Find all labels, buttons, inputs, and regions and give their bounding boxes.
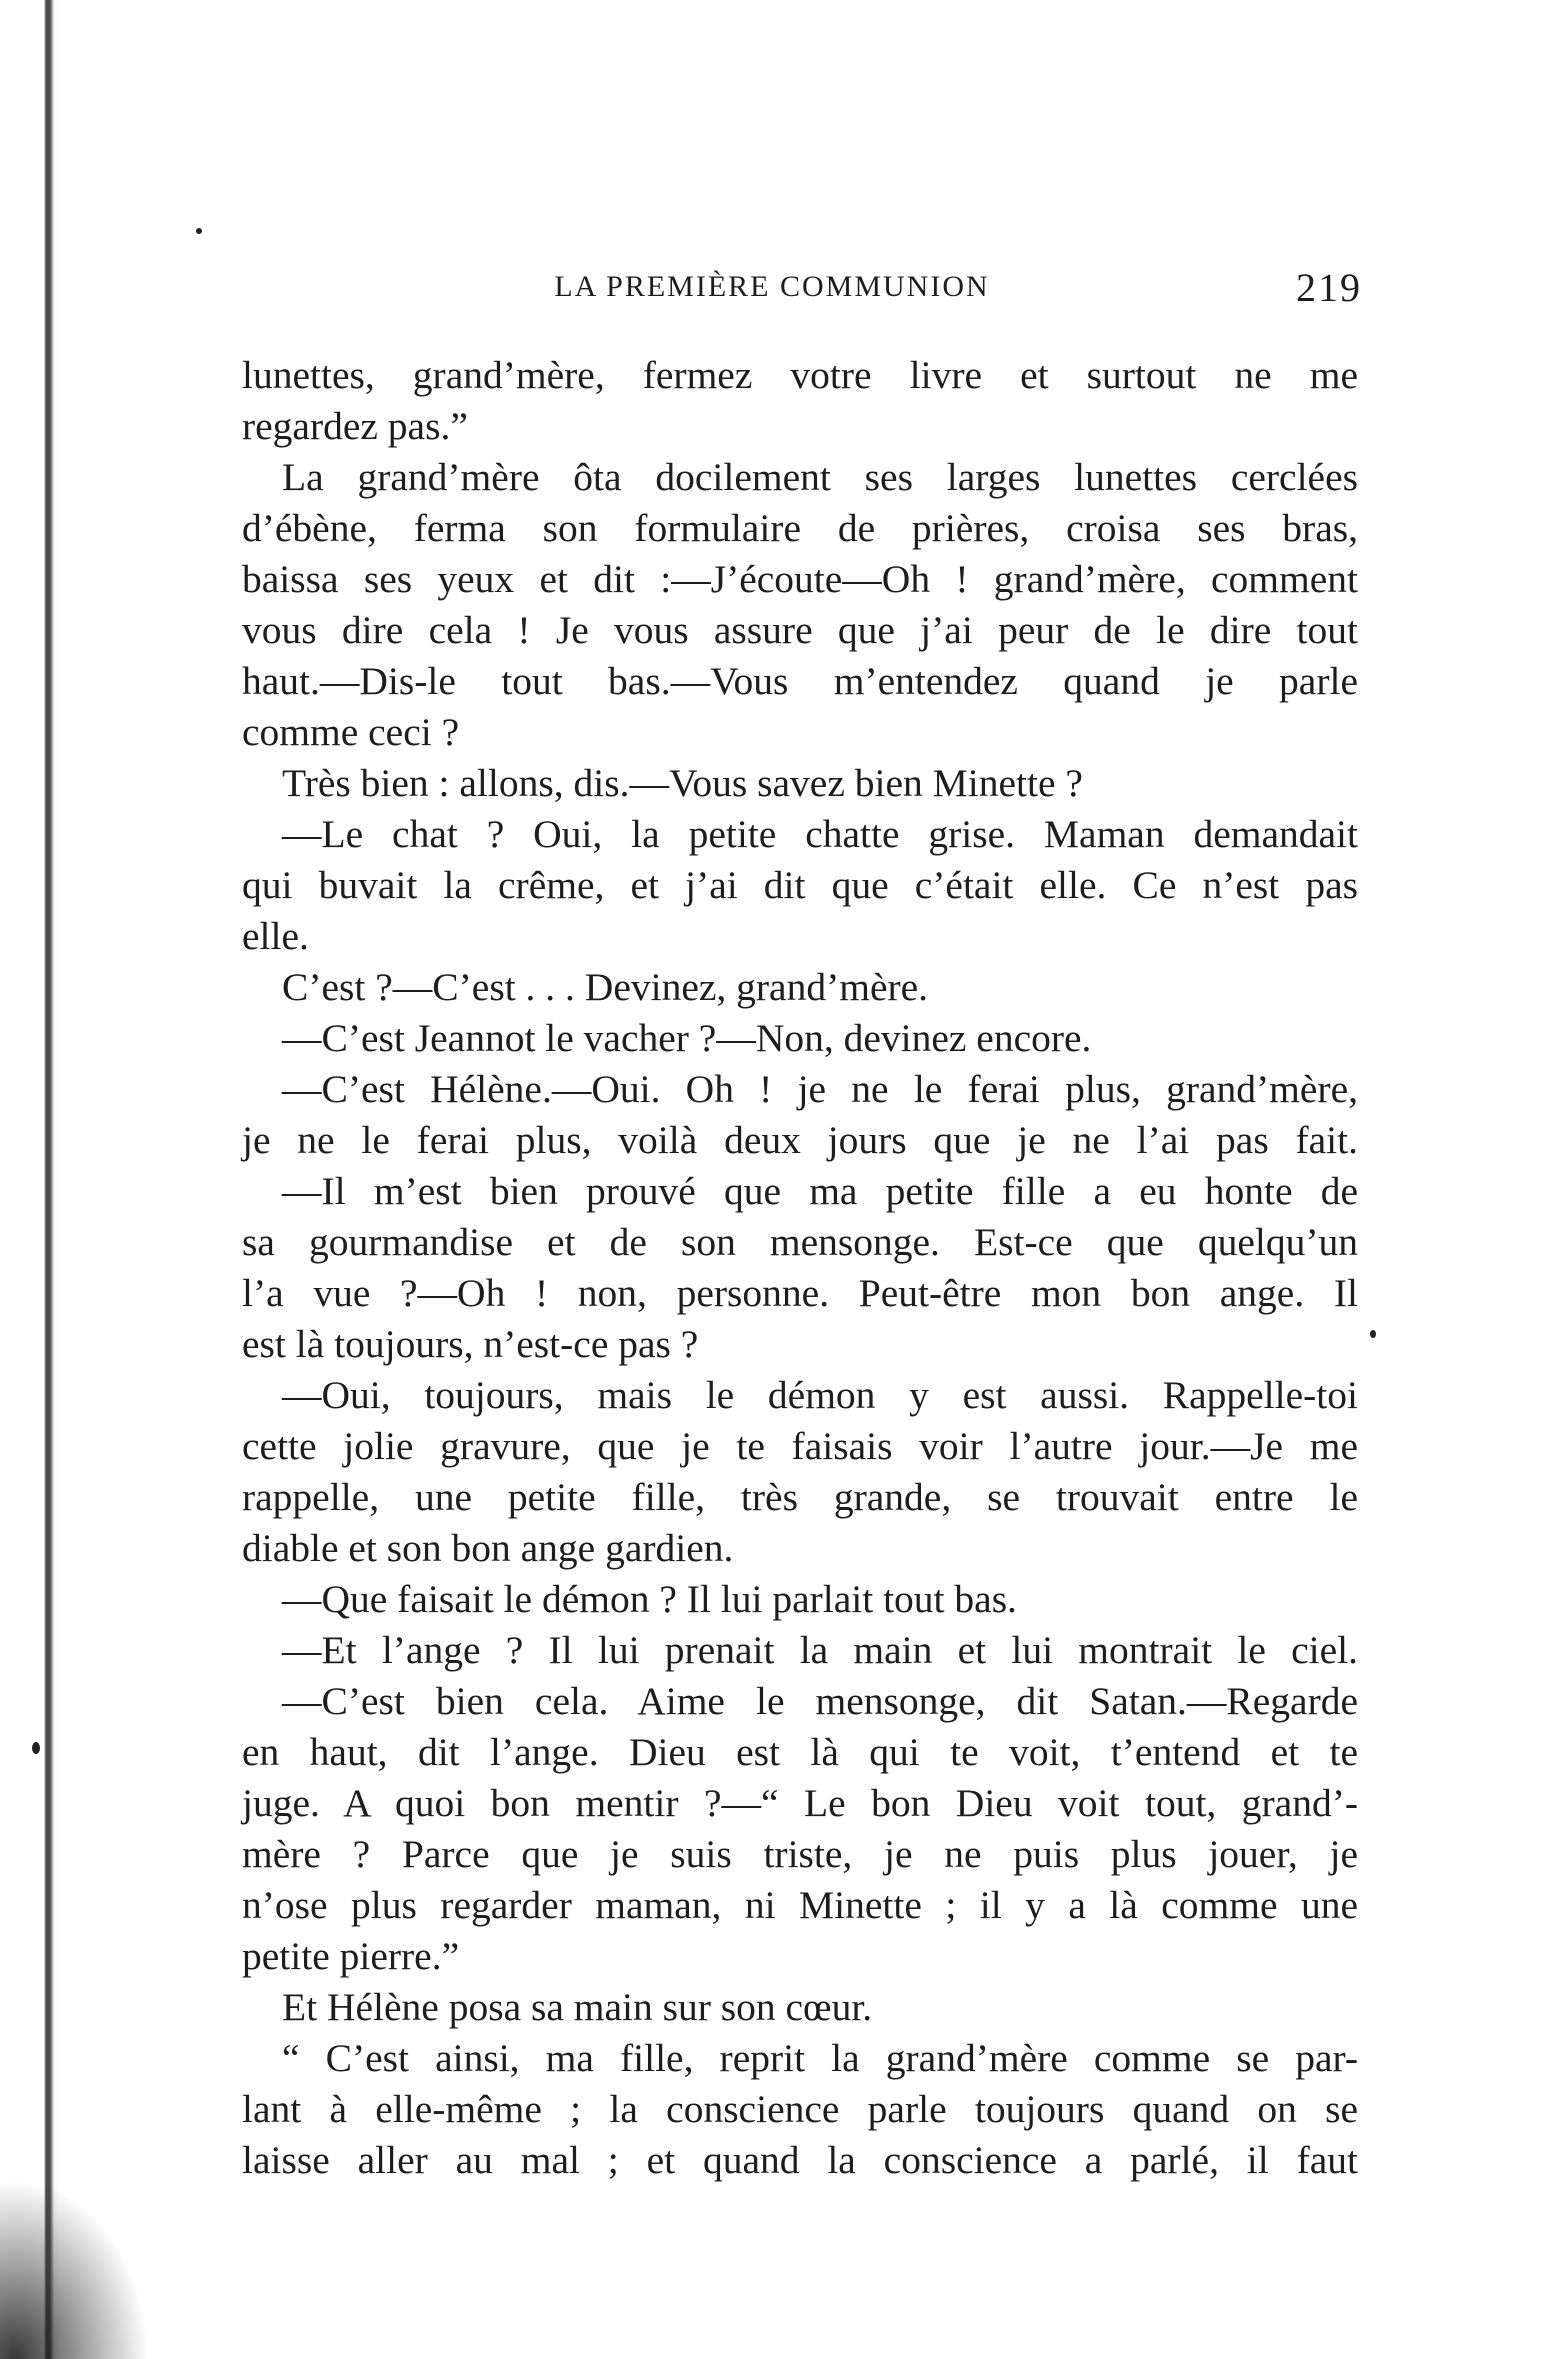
scan-speck [32,1742,40,1754]
text-line: elle. [242,914,309,958]
text-line: —Il m’est bien prouvé que ma petite fille a eu honte de [282,1169,1358,1213]
text-line: C’est ?—C’est . . . Devinez, grand’mère. [282,965,929,1009]
text-line: n’ose plus regarder maman, ni Minette ; il y a là comme une [242,1883,1358,1927]
text-line: juge. A quoi bon mentir ?—“ Le bon Dieu voit tout, grand’- [242,1781,1358,1825]
running-title: LA PREMIÈRE COMMUNION [554,270,990,303]
body-text [242,350,1358,2186]
text-line: petite pierre.” [242,1934,460,1978]
scan-shadow [0,2179,150,2359]
text-line: l’a vue ?—Oh ! non, personne. Peut-être mon bon ange. Il [242,1271,1358,1315]
text-line: haut.—Dis-le tout bas.—Vous m’entendez quand je parle [242,659,1358,703]
text-line: Et Hélène posa sa main sur son cœur. [282,1985,873,2029]
scan-speck [1370,1330,1376,1338]
text-line: mère ? Parce que je suis triste, je ne puis plus jouer, je [242,1832,1358,1876]
scan-binding-edge [0,0,60,2359]
text-line: en haut, dit l’ange. Dieu est là qui te voit, t’entend et te [242,1730,1358,1774]
scan-speck [196,228,202,234]
text-line: —Le chat ? Oui, la petite chatte grise. Maman demandait [282,812,1358,856]
text-line: comme ceci ? [242,710,460,754]
text-line: laisse aller au mal ; et quand la conscience a parlé, il faut [242,2138,1358,2182]
text-line: lant à elle-même ; la conscience parle toujours quand on se [242,2087,1358,2131]
text-line: —C’est Hélène.—Oui. Oh ! je ne le ferai plus, grand’mère, [282,1067,1358,1111]
text-line: La grand’mère ôta docilement ses larges lunettes cerclées [282,455,1358,499]
text-line: —C’est bien cela. Aime le mensonge, dit Satan.—Regarde [282,1679,1358,1723]
text-line: —Oui, toujours, mais le démon y est aussi. Rappelle-toi [282,1373,1358,1417]
text-line: baissa ses yeux et dit :—J’écoute—Oh ! grand’mère, comment [242,557,1358,601]
text-line: lunettes, grand’mère, fermez votre livre et surtout ne me [242,353,1358,397]
text-line: “ C’est ainsi, ma fille, reprit la grand’mère comme se par- [282,2036,1358,2080]
text-line: —C’est Jeannot le vacher ?—Non, devinez encore. [282,1016,1092,1060]
text-line: qui buvait la crême, et j’ai dit que c’était elle. Ce n’est pas [242,863,1358,907]
text-line: d’ébène, ferma son formulaire de prières, croisa ses bras, [242,506,1358,550]
page-header [242,265,1362,320]
text-line: Très bien : allons, dis.—Vous savez bien Minette ? [282,761,1083,805]
text-line: regardez pas.” [242,404,468,448]
text-line: diable et son bon ange gardien. [242,1526,734,1570]
text-line: —Que faisait le démon ? Il lui parlait tout bas. [282,1577,1017,1621]
text-line: vous dire cela ! Je vous assure que j’ai peur de le dire tout [242,608,1358,652]
text-line: sa gourmandise et de son mensonge. Est-ce que quelqu’un [242,1220,1358,1264]
text-line: cette jolie gravure, que je te faisais voir l’autre jour.—Je me [242,1424,1358,1468]
text-line: est là toujours, n’est-ce pas ? [242,1322,699,1366]
page-number: 219 [1296,265,1362,310]
text-line: rappelle, une petite fille, très grande, se trouvait entre le [242,1475,1358,1519]
text-line: —Et l’ange ? Il lui prenait la main et lui montrait le ciel. [282,1628,1358,1672]
text-line: je ne le ferai plus, voilà deux jours que je ne l’ai pas fait. [242,1118,1358,1162]
